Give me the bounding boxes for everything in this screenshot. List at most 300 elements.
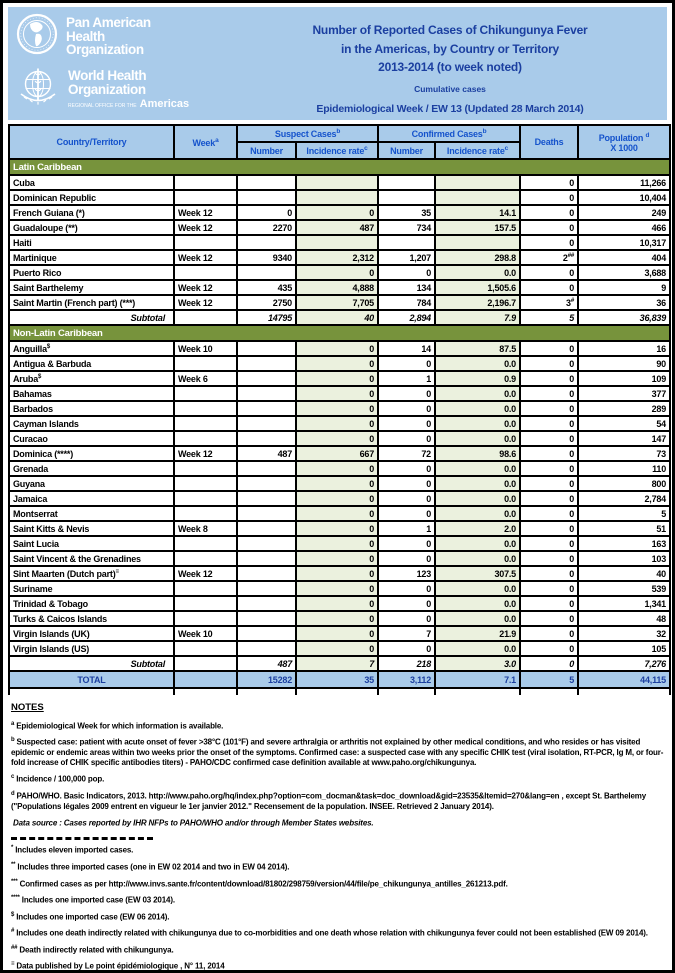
who-logo-icon (16, 65, 60, 114)
country-name-cell: French Guiana (*) (9, 205, 174, 220)
suspect-incidence-cell: 0 (296, 431, 378, 446)
confirmed-incidence-cell: 87.5 (435, 341, 520, 356)
confirmed-number-cell: 0 (378, 416, 435, 431)
table-row (9, 386, 670, 401)
population-cell: 10,317 (578, 235, 670, 250)
suspect-number-cell (237, 491, 296, 506)
suspect-number-cell: 15282 (237, 671, 296, 688)
suspect-incidence-cell: 0 (296, 265, 378, 280)
table-row (9, 536, 670, 551)
suspect-number-cell: 14795 (237, 310, 296, 325)
country-name-cell: Saint Lucia (9, 536, 174, 551)
deaths-cell: 3# (520, 295, 578, 310)
suspect-number-cell (237, 401, 296, 416)
table-row (9, 581, 670, 596)
suspect-incidence-cell: 0 (296, 476, 378, 491)
who-name: World Health Organization (68, 67, 147, 97)
report-masthead (8, 7, 667, 120)
table-header (9, 125, 670, 159)
week-cell (174, 491, 237, 506)
suspect-incidence-cell: 0 (296, 461, 378, 476)
deaths-cell: 0 (520, 175, 578, 190)
table-row (9, 280, 670, 295)
confirmed-incidence-cell: 14.1 (435, 205, 520, 220)
table-row (9, 356, 670, 371)
confirmed-number-cell (378, 175, 435, 190)
week-cell (174, 476, 237, 491)
suspect-number-cell (237, 356, 296, 371)
table-row (9, 175, 670, 190)
footnote-text: Includes one imported case (EW 03 2014). (21, 895, 175, 905)
week-cell: Week 12 (174, 566, 237, 581)
week-cell: Week 10 (174, 341, 237, 356)
confirmed-incidence-cell: 1,505.6 (435, 280, 520, 295)
population-cell: 32 (578, 626, 670, 641)
suspect-incidence-cell: 0 (296, 491, 378, 506)
footnote (11, 774, 665, 785)
footnote-marker: ## (11, 944, 18, 951)
suspect-incidence-cell: 0 (296, 641, 378, 656)
population-cell: 466 (578, 220, 670, 235)
table-footer-stub-row (9, 688, 670, 695)
confirmed-incidence-cell: 0.9 (435, 371, 520, 386)
footnote-marker: **** (11, 895, 20, 902)
footnote-marker: b (11, 737, 15, 744)
deaths-cell: 0 (520, 476, 578, 491)
population-cell: 7,276 (578, 656, 670, 671)
who-name-block (68, 69, 189, 111)
footnote-text: Confirmed cases as per http://www.invs.sante.fr/content/download/81802/298759/version/44/file/pe_chikungunya_antilles_261213.pdf. (19, 879, 508, 889)
country-name-cell: Saint Barthelemy (9, 280, 174, 295)
country-name-cell: Puerto Rico (9, 265, 174, 280)
deaths-cell: 0 (520, 506, 578, 521)
deaths-cell: 0 (520, 566, 578, 581)
footnote-marker: ≡ (11, 961, 15, 968)
table-row (9, 611, 670, 626)
week-cell: Week 10 (174, 626, 237, 641)
suspect-number-cell (237, 626, 296, 641)
population-cell: 9 (578, 280, 670, 295)
suspect-number-cell: 487 (237, 446, 296, 461)
week-cell: Week 12 (174, 446, 237, 461)
week-cell (174, 265, 237, 280)
week-cell (174, 416, 237, 431)
country-name-cell: Curacao (9, 431, 174, 446)
country-name-cell: Trinidad & Tobago (9, 596, 174, 611)
suspect-number-cell (237, 506, 296, 521)
footnote (11, 721, 665, 732)
week-cell (174, 671, 237, 688)
paho-logo-block (16, 13, 241, 60)
region-americas-label: Americas (139, 98, 190, 111)
table-row (9, 401, 670, 416)
col-confirmed-incidence-header: Incidence rate$^c$ (435, 142, 520, 159)
population-cell: 147 (578, 431, 670, 446)
confirmed-number-cell: 1 (378, 371, 435, 386)
table-row (9, 641, 670, 656)
country-name-cell: Suriname (9, 581, 174, 596)
population-cell: 289 (578, 401, 670, 416)
country-name-cell: TOTAL (9, 671, 174, 688)
epi-week-update-line: Epidemiological Week / EW 13 (Updated 28 March 2014) (316, 102, 584, 115)
who-region-line (68, 98, 189, 110)
country-name-cell: Dominica (****) (9, 446, 174, 461)
suspect-number-cell (237, 371, 296, 386)
country-name-cell: Cayman Islands (9, 416, 174, 431)
population-cell: 36 (578, 295, 670, 310)
deaths-cell: 0 (520, 626, 578, 641)
footnote-text: Data source : Cases reported by IHR NFPs to PAHO/WHO and/or through Member States websites. (13, 818, 374, 828)
table-row (9, 551, 670, 566)
population-cell: 377 (578, 386, 670, 401)
country-name-cell: Saint Kitts & Nevis (9, 521, 174, 536)
week-cell (174, 356, 237, 371)
table-row (9, 506, 670, 521)
footnote (11, 945, 665, 956)
suspect-number-cell (237, 476, 296, 491)
country-name-cell: Saint Vincent & the Grenadines (9, 551, 174, 566)
suspect-incidence-cell: 0 (296, 611, 378, 626)
country-name-cell: Jamaica (9, 491, 174, 506)
suspect-number-cell (237, 175, 296, 190)
week-cell: Week 12 (174, 250, 237, 265)
suspect-incidence-cell: 0 (296, 371, 378, 386)
suspect-incidence-cell: 0 (296, 521, 378, 536)
confirmed-number-cell: 0 (378, 506, 435, 521)
suspect-number-cell (237, 521, 296, 536)
population-cell: 3,688 (578, 265, 670, 280)
footnote (11, 895, 665, 906)
country-name-cell: Barbados (9, 401, 174, 416)
footnote-marker: * (11, 845, 14, 852)
country-name-cell: Anguilla$ (9, 341, 174, 356)
confirmed-number-cell: 0 (378, 641, 435, 656)
table-row (9, 491, 670, 506)
suspect-incidence-cell: 0 (296, 596, 378, 611)
suspect-incidence-cell: 2,312 (296, 250, 378, 265)
suspect-number-cell: 2270 (237, 220, 296, 235)
suspect-incidence-cell: 0 (296, 581, 378, 596)
confirmed-incidence-cell (435, 175, 520, 190)
confirmed-incidence-cell: 2.0 (435, 521, 520, 536)
suspect-incidence-cell: 0 (296, 386, 378, 401)
suspect-number-cell (237, 386, 296, 401)
title-block (241, 13, 659, 114)
confirmed-incidence-cell: 0.0 (435, 611, 520, 626)
confirmed-number-cell: 134 (378, 280, 435, 295)
population-cell: 163 (578, 536, 670, 551)
table-row (9, 205, 670, 220)
country-name-cell: Aruba$ (9, 371, 174, 386)
week-cell (174, 175, 237, 190)
confirmed-number-cell: 0 (378, 476, 435, 491)
deaths-cell: 0 (520, 641, 578, 656)
footnote (11, 912, 665, 923)
report-title-line3: 2013-2014 (to week noted) (378, 60, 522, 75)
col-population-header: Population $^d$ X 1000 (578, 125, 670, 159)
population-cell: 48 (578, 611, 670, 626)
population-cell: 249 (578, 205, 670, 220)
section-header-row (9, 325, 670, 341)
confirmed-incidence-cell: 0.0 (435, 356, 520, 371)
col-suspect-incidence-header: Incidence rate$^c$ (296, 142, 378, 159)
deaths-cell: 5 (520, 310, 578, 325)
week-cell (174, 641, 237, 656)
suspect-number-cell (237, 536, 296, 551)
suspect-number-cell (237, 566, 296, 581)
confirmed-incidence-cell: 0.0 (435, 265, 520, 280)
population-cell: 54 (578, 416, 670, 431)
footnote (11, 845, 665, 856)
suspect-number-cell: 435 (237, 280, 296, 295)
week-cell (174, 190, 237, 205)
confirmed-incidence-cell: 0.0 (435, 476, 520, 491)
footnote (11, 791, 665, 812)
week-cell: Week 12 (174, 280, 237, 295)
table-row (9, 626, 670, 641)
deaths-cell: 0 (520, 341, 578, 356)
confirmed-number-cell: 0 (378, 491, 435, 506)
col-suspect-header: Suspect Cases$^b$ (237, 125, 378, 142)
footnote-marker: # (11, 928, 15, 935)
population-cell: 2,784 (578, 491, 670, 506)
confirmed-number-cell: 0 (378, 461, 435, 476)
footnote (11, 737, 665, 769)
country-name-cell: Bahamas (9, 386, 174, 401)
table-row (9, 656, 670, 671)
suspect-number-cell (237, 341, 296, 356)
paho-logo-icon (16, 13, 58, 60)
section-label: Non-Latin Caribbean (9, 325, 670, 341)
population-cell: 539 (578, 581, 670, 596)
deaths-cell: 0 (520, 401, 578, 416)
deaths-cell: 0 (520, 265, 578, 280)
confirmed-number-cell: 0 (378, 431, 435, 446)
country-name-cell: Cuba (9, 175, 174, 190)
footnote-text: PAHO/WHO. Basic Indicators, 2013. http://www.paho.org/hq/index.php?option=com_docman&task=doc_download&gid=23535&Itemid=270&lang=en , except St. Barthelemy ("Populations légales 2009 entrent en vigueur le 1er janvier 2012." Recensement de la population. INSEE. Retrieved 2 January 2014). (11, 791, 647, 811)
suspect-incidence-cell: 0 (296, 356, 378, 371)
deaths-cell: 0 (520, 356, 578, 371)
confirmed-number-cell: 0 (378, 611, 435, 626)
suspect-incidence-cell (296, 175, 378, 190)
confirmed-incidence-cell (435, 190, 520, 205)
suspect-incidence-cell: 0 (296, 341, 378, 356)
country-name-cell: Martinique (9, 250, 174, 265)
table-row (9, 235, 670, 250)
confirmed-incidence-cell: 7.1 (435, 671, 520, 688)
confirmed-incidence-cell: 0.0 (435, 551, 520, 566)
deaths-cell: 0 (520, 521, 578, 536)
section-label: Latin Caribbean (9, 159, 670, 175)
suspect-number-cell (237, 581, 296, 596)
col-week-header: Week$^a$ (174, 125, 237, 159)
suspect-incidence-cell: 0 (296, 626, 378, 641)
population-cell: 73 (578, 446, 670, 461)
confirmed-incidence-cell: 7.9 (435, 310, 520, 325)
deaths-cell: 0 (520, 446, 578, 461)
table-row (9, 220, 670, 235)
country-name-cell: Dominican Republic (9, 190, 174, 205)
confirmed-incidence-cell: 0.0 (435, 596, 520, 611)
confirmed-number-cell: 0 (378, 551, 435, 566)
deaths-cell: 0 (520, 386, 578, 401)
footnote (11, 862, 665, 873)
population-cell: 10,404 (578, 190, 670, 205)
table-row (9, 190, 670, 205)
who-logo-block (16, 65, 241, 114)
region-office-label: REGIONAL OFFICE FOR THE (68, 103, 137, 110)
footnote-text: Includes three imported cases (one in EW 02 2014 and two in EW 04 2014). (17, 862, 290, 872)
suspect-incidence-cell: 0 (296, 205, 378, 220)
country-name-cell: Montserrat (9, 506, 174, 521)
confirmed-incidence-cell (435, 235, 520, 250)
footnote (11, 928, 665, 939)
confirmed-incidence-cell: 0.0 (435, 461, 520, 476)
confirmed-number-cell (378, 190, 435, 205)
suspect-incidence-cell: 40 (296, 310, 378, 325)
week-cell: Week 6 (174, 371, 237, 386)
deaths-cell: 0 (520, 491, 578, 506)
population-cell: 105 (578, 641, 670, 656)
report-subtitle: Cumulative cases (414, 83, 486, 94)
footnote-marker: d (11, 790, 15, 797)
population-cell: 11,266 (578, 175, 670, 190)
confirmed-incidence-cell: 0.0 (435, 536, 520, 551)
confirmed-incidence-cell: 2,196.7 (435, 295, 520, 310)
population-cell: 1,341 (578, 596, 670, 611)
population-cell: 90 (578, 356, 670, 371)
suspect-number-cell (237, 461, 296, 476)
footnote-marker: ** (11, 861, 16, 868)
week-cell: Week 12 (174, 220, 237, 235)
footnote-marker: c (11, 774, 15, 781)
deaths-cell: 0 (520, 581, 578, 596)
footnote-marker: a (11, 720, 15, 727)
footnote-text: Death indirectly related with chikungunya. (19, 945, 174, 955)
suspect-number-cell (237, 641, 296, 656)
suspect-number-cell (237, 431, 296, 446)
confirmed-number-cell: 2,894 (378, 310, 435, 325)
cases-table (8, 124, 671, 695)
week-cell (174, 386, 237, 401)
confirmed-incidence-cell: 0.0 (435, 581, 520, 596)
country-name-cell: Guyana (9, 476, 174, 491)
suspect-number-cell (237, 611, 296, 626)
confirmed-incidence-cell: 0.0 (435, 386, 520, 401)
country-name-cell: Virgin Islands (UK) (9, 626, 174, 641)
confirmed-number-cell: 218 (378, 656, 435, 671)
country-name-cell: Virgin Islands (US) (9, 641, 174, 656)
table-row (9, 446, 670, 461)
confirmed-number-cell: 0 (378, 265, 435, 280)
suspect-incidence-cell: 0 (296, 401, 378, 416)
suspect-incidence-cell: 0 (296, 551, 378, 566)
suspect-incidence-cell: 0 (296, 416, 378, 431)
confirmed-incidence-cell: 3.0 (435, 656, 520, 671)
country-name-cell: Guadaloupe (**) (9, 220, 174, 235)
population-cell: 404 (578, 250, 670, 265)
country-name-cell: Saint Martin (French part) (***) (9, 295, 174, 310)
population-cell: 800 (578, 476, 670, 491)
week-cell (174, 536, 237, 551)
week-cell (174, 506, 237, 521)
week-cell (174, 461, 237, 476)
suspect-number-cell (237, 551, 296, 566)
deaths-cell: 0 (520, 611, 578, 626)
suspect-number-cell (237, 190, 296, 205)
confirmed-incidence-cell: 98.6 (435, 446, 520, 461)
report-title-line2: in the Americas, by Country or Territory (340, 41, 560, 56)
confirmed-incidence-cell: 307.5 (435, 566, 520, 581)
confirmed-number-cell: 7 (378, 626, 435, 641)
confirmed-incidence-cell: 0.0 (435, 491, 520, 506)
table-row (9, 295, 670, 310)
week-cell (174, 310, 237, 325)
suspect-incidence-cell (296, 190, 378, 205)
confirmed-incidence-cell: 21.9 (435, 626, 520, 641)
population-cell: 5 (578, 506, 670, 521)
deaths-cell: 0 (520, 280, 578, 295)
country-name-cell: Turks & Caicos Islands (9, 611, 174, 626)
confirmed-number-cell: 3,112 (378, 671, 435, 688)
footnote-text: Includes one death indirectly related with chikungunya due to co-morbidities and one death whose relation with chikungunya fever could not been established (EW 09 2014). (16, 928, 648, 938)
suspect-incidence-cell (296, 235, 378, 250)
week-cell (174, 611, 237, 626)
footnote-text: Incidence / 100,000 pop. (16, 775, 105, 785)
table-row (9, 476, 670, 491)
population-cell: 16 (578, 341, 670, 356)
confirmed-number-cell: 0 (378, 401, 435, 416)
week-cell (174, 235, 237, 250)
deaths-cell: 0 (520, 536, 578, 551)
notes-top-group (11, 721, 665, 829)
population-cell: 51 (578, 521, 670, 536)
confirmed-incidence-cell: 0.0 (435, 641, 520, 656)
population-cell: 44,115 (578, 671, 670, 688)
notes-section (8, 695, 667, 972)
table-row (9, 566, 670, 581)
table-row (9, 250, 670, 265)
population-cell: 110 (578, 461, 670, 476)
country-name-cell: Haiti (9, 235, 174, 250)
footnote (11, 879, 665, 890)
table-row (9, 310, 670, 325)
table-row (9, 521, 670, 536)
confirmed-incidence-cell: 0.0 (435, 506, 520, 521)
confirmed-number-cell: 123 (378, 566, 435, 581)
table-row (9, 596, 670, 611)
week-cell (174, 431, 237, 446)
footnote-text: Epidemiological Week for which information is available. (16, 721, 224, 731)
footnote (11, 818, 665, 829)
footnote-text: Data published by Le point épidémiologique , N° 11, 2014 (16, 961, 225, 971)
week-cell (174, 596, 237, 611)
week-cell (174, 581, 237, 596)
country-name-cell: Subtotal (9, 656, 174, 671)
population-cell: 109 (578, 371, 670, 386)
footnote-marker: *** (11, 878, 18, 885)
confirmed-incidence-cell: 298.8 (435, 250, 520, 265)
deaths-cell: 0 (520, 220, 578, 235)
confirmed-incidence-cell: 0.0 (435, 416, 520, 431)
deaths-cell: 0 (520, 431, 578, 446)
footnote-text: Includes one imported case (EW 06 2014). (16, 912, 170, 922)
confirmed-number-cell: 72 (378, 446, 435, 461)
suspect-incidence-cell: 667 (296, 446, 378, 461)
suspect-number-cell: 2750 (237, 295, 296, 310)
week-cell (174, 656, 237, 671)
table-row (9, 371, 670, 386)
